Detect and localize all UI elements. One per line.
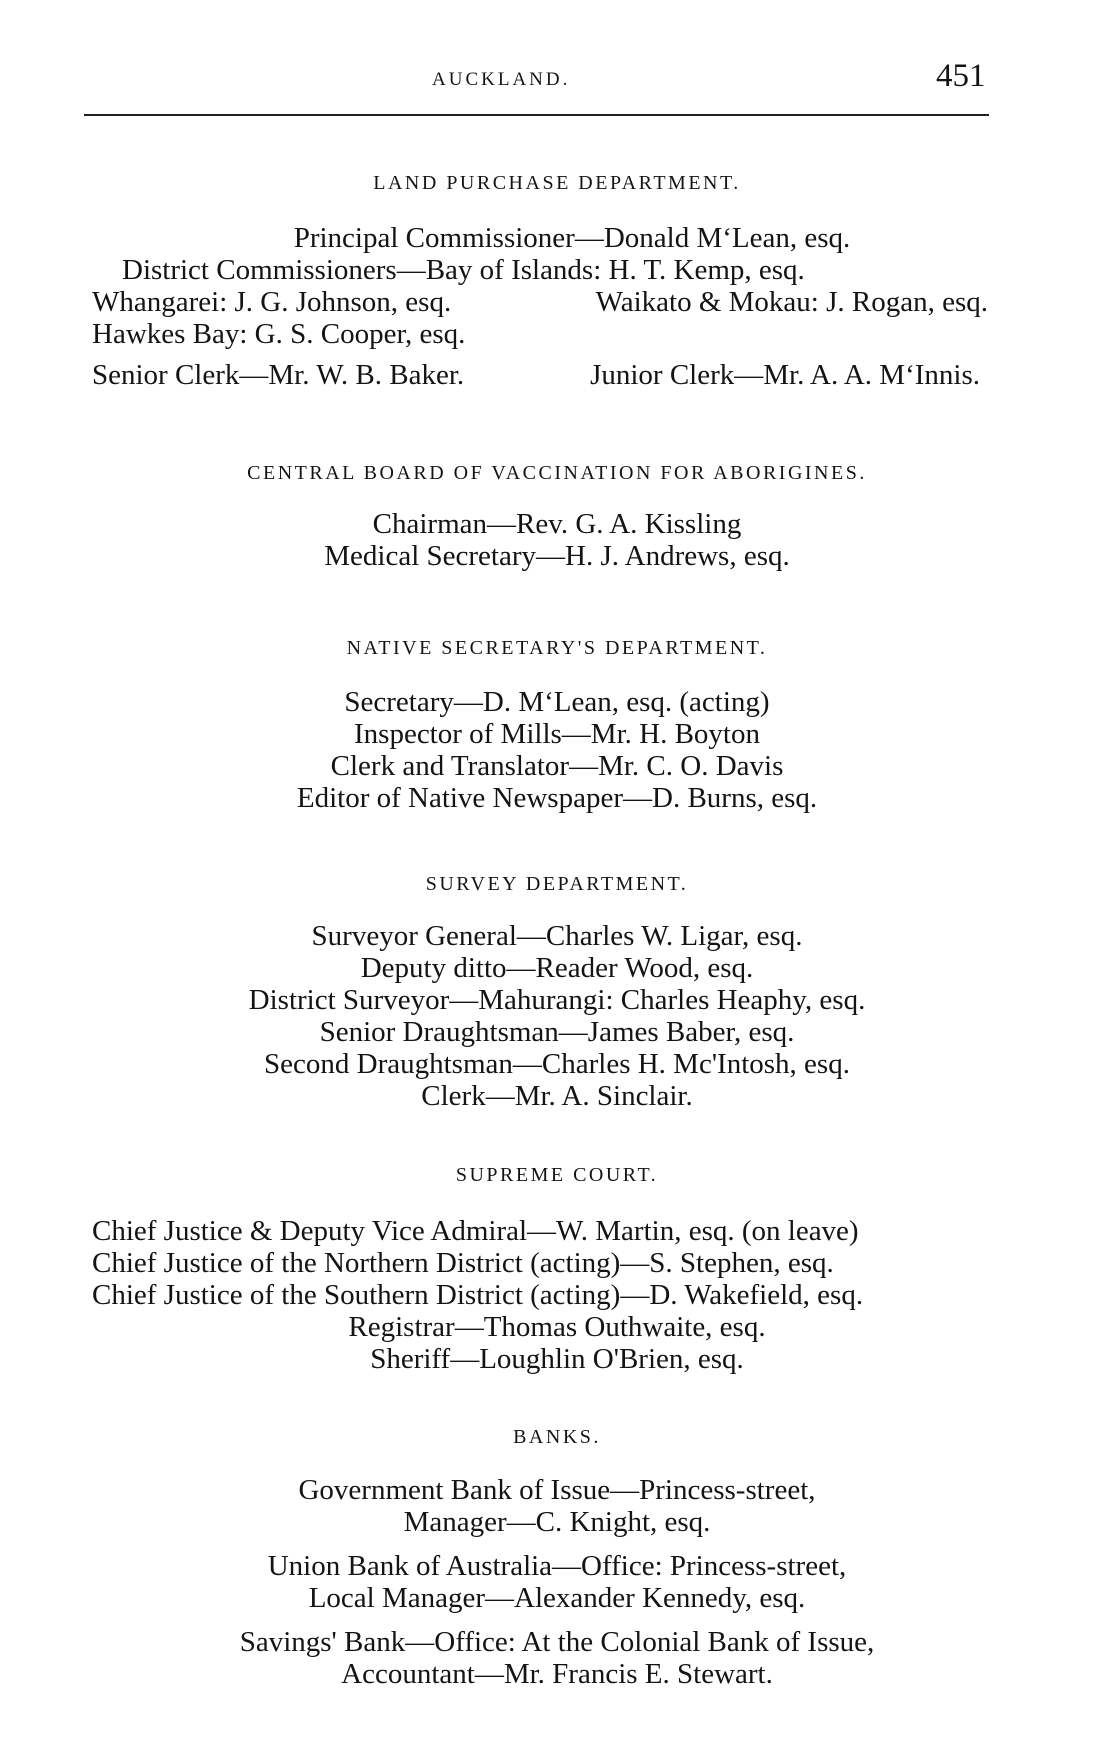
header-rule [84, 114, 989, 116]
supreme-court-line: Chief Justice of the Southern District (acting)—D. Wakefield, esq. [92, 1279, 864, 1311]
supreme-court-line: Registrar—Thomas Outhwaite, esq. [348, 1311, 766, 1343]
land-purchase-line: Hawkes Bay: G. S. Cooper, esq. [92, 318, 466, 350]
supreme-court-line: Sheriff—Loughlin O'Brien, esq. [370, 1343, 744, 1375]
land-purchase-line: Whangarei: J. G. Johnson, esq. [92, 286, 452, 318]
survey-line: Second Draughtsman—Charles H. Mc'Intosh, esq. [264, 1048, 850, 1080]
survey-line: Senior Draughtsman—James Baber, esq. [319, 1016, 795, 1048]
section-heading-native-secretary: NATIVE SECRETARY'S DEPARTMENT. [346, 637, 768, 659]
native-secretary-line: Editor of Native Newspaper—D. Burns, esq. [296, 782, 818, 814]
section-heading-land-purchase: LAND PURCHASE DEPARTMENT. [373, 172, 741, 194]
banks-line: Government Bank of Issue—Princess-street, [298, 1474, 816, 1506]
vaccination-line: Chairman—Rev. G. A. Kissling [372, 508, 742, 540]
running-head [0, 58, 1114, 98]
banks-line: Savings' Bank—Office: At the Colonial Bank of Issue, [239, 1626, 875, 1658]
native-secretary-line: Secretary—D. M‘Lean, esq. (acting) [344, 686, 770, 718]
survey-line: Deputy ditto—Reader Wood, esq. [360, 952, 754, 984]
vaccination-line: Medical Secretary—H. J. Andrews, esq. [324, 540, 790, 572]
land-purchase-line: Senior Clerk—Mr. W. B. Baker. [92, 359, 465, 391]
supreme-court-line: Chief Justice of the Northern District (acting)—S. Stephen, esq. [92, 1247, 834, 1279]
native-secretary-line: Inspector of Mills—Mr. H. Boyton [354, 718, 760, 750]
banks-line: Accountant—Mr. Francis E. Stewart. [341, 1658, 773, 1690]
section-heading-banks: BANKS. [513, 1426, 601, 1448]
land-purchase-line: Junior Clerk—Mr. A. A. M‘Innis. [590, 359, 980, 391]
banks-line: Local Manager—Alexander Kennedy, esq. [308, 1582, 806, 1614]
land-purchase-line: Principal Commissioner—Donald M‘Lean, esq. [293, 222, 851, 254]
banks-line: Union Bank of Australia—Office: Princess-street, [267, 1550, 847, 1582]
native-secretary-line: Clerk and Translator—Mr. C. O. Davis [330, 750, 784, 782]
banks-line: Manager—C. Knight, esq. [403, 1506, 711, 1538]
page-number: 451 [936, 58, 986, 94]
section-heading-vaccination: CENTRAL BOARD OF VACCINATION FOR ABORIGINES. [247, 462, 867, 484]
supreme-court-line: Chief Justice & Deputy Vice Admiral—W. Martin, esq. (on leave) [92, 1215, 859, 1247]
survey-line: Surveyor General—Charles W. Ligar, esq. [311, 920, 803, 952]
land-purchase-line: District Commissioners—Bay of Islands: H. T. Kemp, esq. [122, 254, 805, 286]
survey-line: Clerk—Mr. A. Sinclair. [421, 1080, 693, 1112]
land-purchase-line-pair [92, 359, 980, 391]
section-heading-supreme-court: SUPREME COURT. [455, 1164, 659, 1186]
running-title: AUCKLAND. [432, 69, 571, 90]
section-heading-survey: SURVEY DEPARTMENT. [425, 873, 689, 895]
land-purchase-line: Waikato & Mokau: J. Rogan, esq. [595, 286, 988, 318]
land-purchase-line-pair [92, 286, 988, 318]
survey-line: District Surveyor—Mahurangi: Charles Heaphy, esq. [248, 984, 866, 1016]
